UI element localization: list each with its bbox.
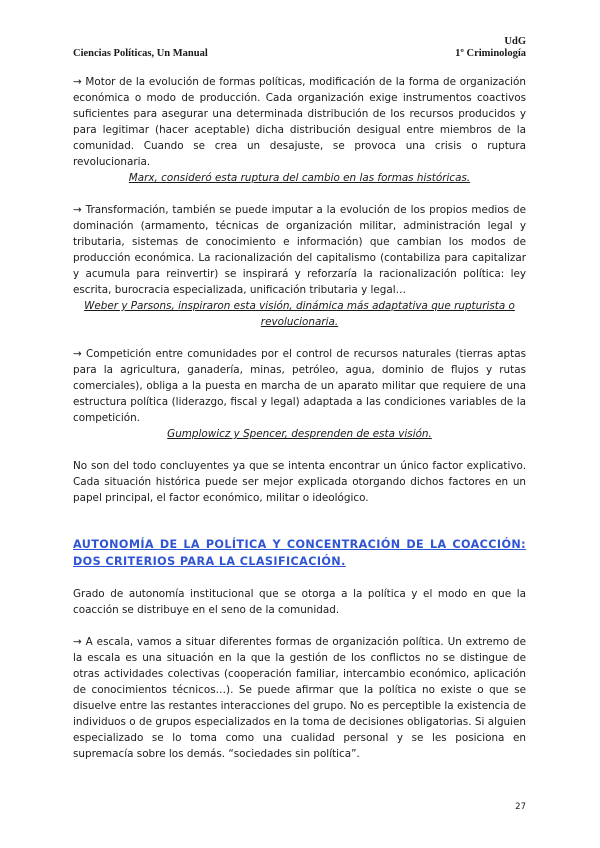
page-number: 27 (515, 802, 526, 812)
reference-marx: Marx, consideró esta ruptura del cambio en las formas históricas. (128, 172, 471, 184)
paragraph-competicion: → Competición entre comunidades por el control de recursos naturales (tierras aptas para la agricultura, ganadería, minas, petróleo, agua, dominio de flujos y rutas comerciales), obliga a la puesta en marcha de un aparato militar que requiere de una estructura política (liderazgo, fiscal y legal) adaptada a las condiciones variables de la competición. (73, 348, 526, 424)
paragraph-motor: → Motor de la evolución de formas políticas, modificación de la forma de organización económica o modo de producción. Cada organización exige instrumentos coactivos suficientes para asegurar una determinada distribución de los recursos producidos y para legitimar (hacer aceptable) dicha distribución desigual entre miembros de la comunidad. Cuando se crea un desajuste, se provoca una crisis o ruptura revolucionaria. (73, 76, 526, 168)
paragraph-transformacion: → Transformación, también se puede imputar a la evolución de los propios medios de dominación (armamento, técnicas de organización militar, administración legal y tributaria, sistemas de conocimiento e información) que cambian los modos de producción económica. La racionalización del capitalismo (contabiliza para capitalizar y acumula para reinvertir) se inspirará y reforzaría la racionalización política: ley escrita, burocracia especializada, unificación tributaria y legal… (73, 204, 526, 296)
page-header (73, 48, 526, 59)
header-book-title: Ciencias Políticas, Un Manual (73, 48, 208, 59)
course-label: UdG (504, 36, 526, 47)
document-body (73, 74, 526, 762)
paragraph-grado: Grado de autonomía institucional que se otorga a la política y el modo en que la coacción se distribuye en el seno de la comunidad. (73, 588, 526, 616)
paragraph-conclusion: No son del todo concluyentes ya que se intenta encontrar un único factor explicativo. Cada situación histórica puede ser mejor explicada otorgando dichos factores en un papel principal, el factor económico, militar o ideológico. (73, 460, 526, 504)
header-course: 1º Criminología (455, 48, 526, 59)
paragraph-escala: → A escala, vamos a situar diferentes formas de organización política. Un extremo de la escala es una situación en la que la gestión de los conflictos no se distingue de otras actividades colectivas (cooperación familiar, intercambio económico, aplicación de conocimientos técnicos…). Se puede afirmar que la política no existe o que se disuelve entre las restantes interacciones del grupo. No es perceptible la existencia de individuos o de grupos especializados en la toma de decisiones obligatorias. Si alguien especializado se lo toma como una cualidad personal y se les posiciona en supremacía sobre los demás. “sociedades sin política”. (73, 636, 526, 760)
reference-weber-parsons: Weber y Parsons, inspiraron esta visión, dinámica más adaptativa que rupturista o revolucionaria. (84, 300, 515, 328)
section-heading: AUTONOMÍA DE LA POLÍTICA Y CONCENTRACIÓN DE LA COACCIÓN: DOS CRITERIOS PARA LA CLASIFICACIÓN. (73, 538, 526, 568)
reference-gumplowicz-spencer: Gumplowicz y Spencer, desprenden de esta visión. (167, 428, 432, 440)
